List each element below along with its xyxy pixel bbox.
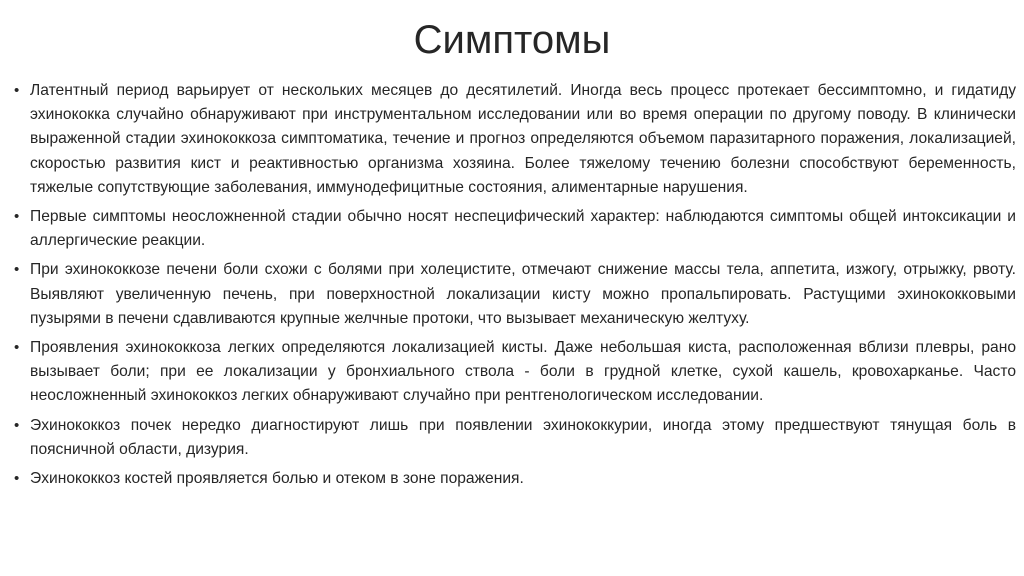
bullet-text: При эхинококкозе печени боли схожи с болями при холецистите, отмечают снижение массы тела, аппетита, изжогу, отрыжку, рвоту. Выявляют увеличенную печень, при поверхностной локализации кисту можно пропальпировать. Растущими эхинококковыми пузырями в печени сдавливаются крупные желчные протоки, что вызывает механическую желтуху. (30, 261, 1016, 327)
bullet-dot-icon: • (14, 339, 20, 357)
bullet-text: Эхинококкоз почек нередко диагностируют лишь при появлении эхинококкурии, иногда этому предшествуют тянущая боль в поясничной области, дизурия. (30, 416, 1016, 458)
bullet-dot-icon: • (14, 470, 20, 488)
bullet-text: Проявления эхинококкоза легких определяются локализацией кисты. Даже небольшая киста, расположенная вблизи плевры, рано вызывает боли; при ее локализации у бронхиального ствола - боли в грудной клетке, сухой кашель, кровохарканье. Часто неосложненный эхинококкоз легких обнаруживают случайно при рентгенологическом исследовании. (30, 339, 1016, 405)
bullet-text: Латентный период варьирует от нескольких месяцев до десятилетий. Иногда весь процесс протекает бессимптомно, и гидатиду эхинококка случайно обнаруживают при инструментальном исследовании или во время операции по другому поводу. В клинически выраженной стадии эхинококкоза симптоматика, течение и прогноз определяются объемом паразитарного поражения, локализацией, скоростью развития кист и реактивностью организма хозяина. Более тяжелому течению болезни способствуют беременность, тяжелые сопутствующие заболевания, иммунодефицитные состояния, алиментарные нарушения. (30, 82, 1016, 196)
bullet-dot-icon: • (14, 82, 20, 99)
bullet-text: Первые симптомы неосложненной стадии обычно носят неспецифический характер: наблюдаются симптомы общей интоксикации и аллергические реакции. (30, 208, 1016, 250)
bullet-item-bones (14, 467, 1016, 491)
bullet-item-first-symptoms (14, 205, 1016, 253)
slide-title: Симптомы (413, 18, 611, 62)
bullet-item-latent-period (14, 79, 1016, 200)
bullet-text: Эхинококкоз костей проявляется болью и отеком в зоне поражения. (30, 470, 524, 488)
bullet-item-liver (14, 258, 1016, 331)
bullet-dot-icon: • (14, 416, 20, 434)
bullet-dot-icon: • (14, 261, 20, 279)
bullet-item-kidneys (14, 414, 1016, 462)
bullet-dot-icon: • (14, 208, 20, 226)
bullet-item-lungs (14, 336, 1016, 409)
bullet-list (14, 79, 1016, 496)
